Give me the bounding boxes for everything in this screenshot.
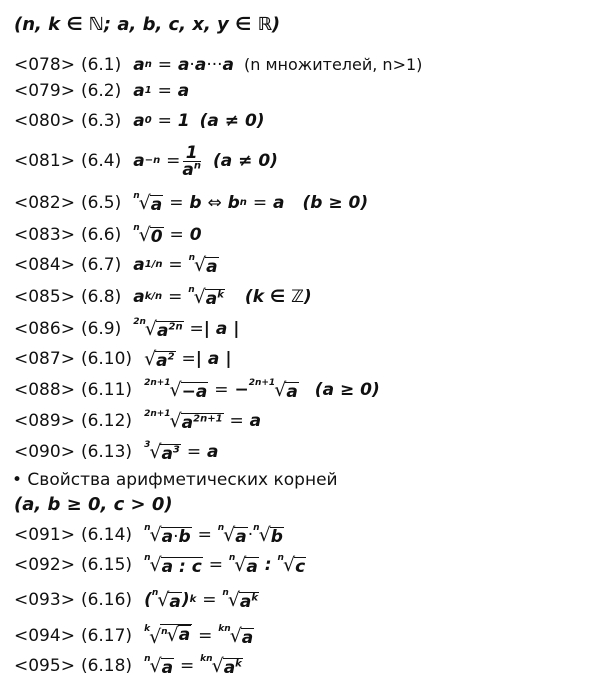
row-number: (6.15) xyxy=(80,555,133,575)
formula-condition: (a ≠ 0) xyxy=(213,151,278,171)
formula-row-086 xyxy=(14,318,240,340)
formula-row-084 xyxy=(14,254,219,276)
row-id: <090> xyxy=(14,442,75,462)
formula: a 1 = a xyxy=(133,81,190,101)
formula-row-090 xyxy=(14,441,218,463)
formula-row-087 xyxy=(14,348,232,370)
row-number: (6.4) xyxy=(80,151,122,171)
row-id: <095> xyxy=(14,656,75,676)
formula: ( n √ a ) k = n √ $a^k$ xyxy=(144,588,259,612)
row-number: (6.12) xyxy=(80,411,133,431)
row-id: <093> xyxy=(14,590,75,610)
row-id: <082> xyxy=(14,193,75,213)
row-id: <079> xyxy=(14,81,75,101)
row-number: (6.7) xyxy=(80,255,122,275)
row-id: <085> xyxy=(14,287,75,307)
formula-row-078 xyxy=(14,54,422,76)
formula: a −n = $\frac{1}{a^n}$ xyxy=(133,142,202,180)
row-id: <078> xyxy=(14,55,75,75)
formula-row-080 xyxy=(14,110,265,132)
formula-note: (n множителей, n>1) xyxy=(244,55,423,74)
formula: a 0 = 1 xyxy=(133,111,190,131)
row-number: (6.14) xyxy=(80,525,133,545)
section-heading: • Свойства арифметических корней xyxy=(12,470,338,490)
formula: n √ a·b = n √ a · n √ b xyxy=(144,523,283,547)
row-id: <092> xyxy=(14,555,75,575)
formula: n √ a : c = n √ a : n √ c xyxy=(144,553,306,577)
row-number: (6.10) xyxy=(80,349,133,369)
formula-condition: (a ≥ 0) xyxy=(314,380,380,400)
formula: 3 √ $a^3$ = a xyxy=(144,440,219,464)
row-number: (6.17) xyxy=(80,626,133,646)
header-condition: (n, k ∈ ℕ; a, b, c, x, y ∈ ℝ) xyxy=(14,14,281,35)
row-id: <083> xyxy=(14,225,75,245)
formula-row-092 xyxy=(14,554,306,576)
row-number: (6.3) xyxy=(80,111,122,131)
row-id: <091> xyxy=(14,525,75,545)
row-number: (6.5) xyxy=(80,193,122,213)
row-id: <086> xyxy=(14,319,75,339)
row-number: (6.11) xyxy=(80,380,133,400)
section-condition: (a, b ≥ 0, c > 0) xyxy=(14,494,173,515)
row-id: <094> xyxy=(14,626,75,646)
formula-row-093 xyxy=(14,589,259,611)
row-number: (6.13) xyxy=(80,442,133,462)
formula-condition: (a ≠ 0) xyxy=(199,111,265,131)
row-number: (6.2) xyxy=(80,81,122,101)
formula: k √ $^n$ √ a = kn √ a xyxy=(144,624,254,648)
row-id: <081> xyxy=(14,151,75,171)
formula: 2n+1 √ −a = − 2n+1 √ a xyxy=(144,378,298,402)
formula: 2n+1 √ $a^{2n+1}$ = a xyxy=(144,409,262,433)
row-id: <088> xyxy=(14,380,75,400)
formula-row-079 xyxy=(14,80,189,102)
formula: n √ 0 = 0 xyxy=(133,223,202,247)
row-id: <089> xyxy=(14,411,75,431)
formula-row-083 xyxy=(14,224,202,246)
formula: √ $a^2$ = | a | xyxy=(144,348,232,371)
formula-row-081 xyxy=(14,139,278,183)
formula-row-091 xyxy=(14,524,284,546)
formula-condition: (k ∈ ℤ) xyxy=(244,287,312,307)
formula-condition: (b ≥ 0) xyxy=(302,193,369,213)
formula-row-082 xyxy=(14,192,368,214)
formula: a k/n = n √ $a^k$ xyxy=(133,285,224,309)
formula-row-089 xyxy=(14,410,261,432)
formula: a 1/n = n √ a xyxy=(133,253,218,277)
formula: n √ a = kn √ $a^k$ xyxy=(144,654,242,678)
row-id: <084> xyxy=(14,255,75,275)
formula: n √ a = b ⇔ b n = a xyxy=(133,191,285,215)
formula: 2n √ $a^{2n}$ = | a | xyxy=(133,317,240,341)
formula-row-095 xyxy=(14,655,243,677)
row-number: (6.18) xyxy=(80,656,133,676)
row-id: <080> xyxy=(14,111,75,131)
formula-row-094 xyxy=(14,624,254,648)
formula-row-088 xyxy=(14,379,380,401)
row-number: (6.8) xyxy=(80,287,122,307)
row-number: (6.6) xyxy=(80,225,122,245)
formula-row-085 xyxy=(14,286,312,308)
formula: a n = a · a ··· a xyxy=(133,55,235,75)
row-number: (6.9) xyxy=(80,319,122,339)
row-number: (6.16) xyxy=(80,590,133,610)
row-id: <087> xyxy=(14,349,75,369)
row-number: (6.1) xyxy=(80,55,122,75)
